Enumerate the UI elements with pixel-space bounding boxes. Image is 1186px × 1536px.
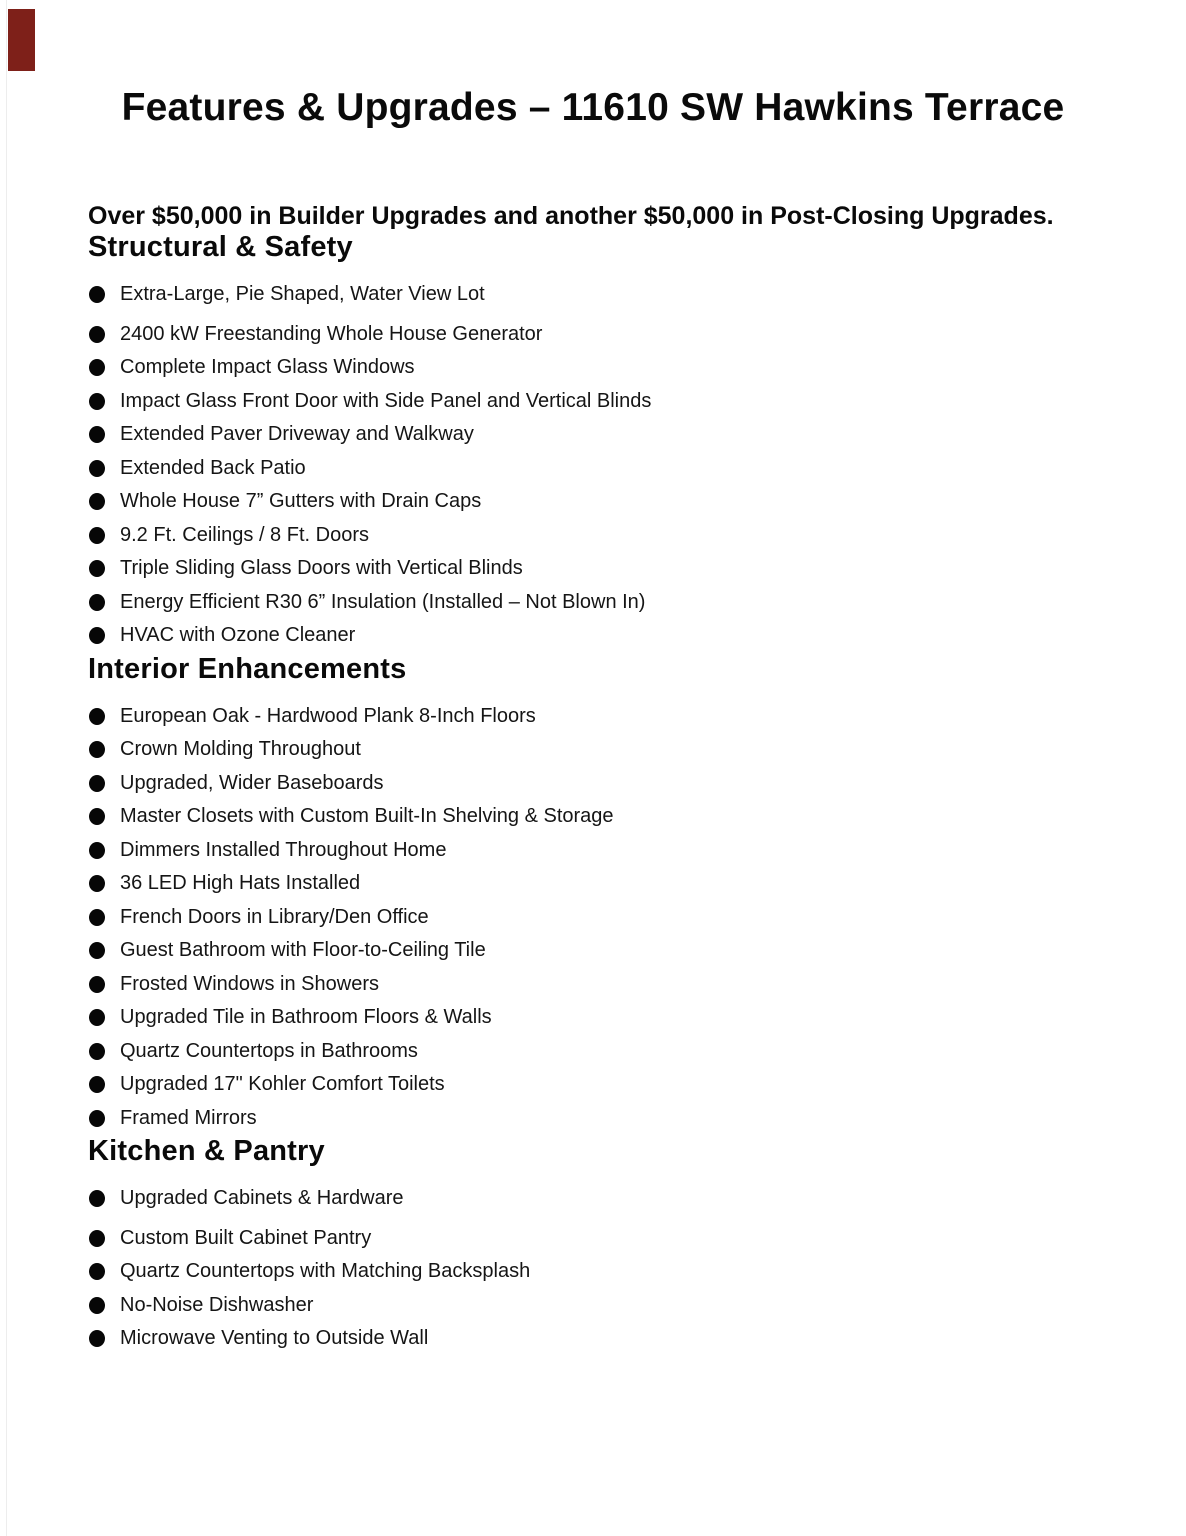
- section: [0, 653, 1186, 1136]
- bullet-circle-icon: [89, 527, 105, 544]
- corner-red-mark: [8, 9, 35, 71]
- bullet-circle-icon: [89, 326, 105, 343]
- bullet-circle-icon: [89, 741, 105, 758]
- list-item: [89, 834, 1186, 868]
- list-item: [89, 700, 1186, 734]
- list-item-text: 36 LED High Hats Installed: [120, 872, 361, 895]
- bullet-circle-icon: [89, 1076, 105, 1093]
- list-item-text: Upgraded Cabinets & Hardware: [120, 1187, 404, 1210]
- bullet-circle-icon: [89, 286, 105, 303]
- list-item-text: Extended Back Patio: [120, 456, 306, 479]
- bullet-circle-icon: [89, 1230, 105, 1247]
- list-item-text: Extended Paver Driveway and Walkway: [120, 423, 474, 446]
- bullet-circle-icon: [89, 708, 105, 725]
- list-item-text: Guest Bathroom with Floor-to-Ceiling Tile: [120, 939, 486, 962]
- section: [0, 231, 1186, 653]
- list-item: [89, 1255, 1186, 1289]
- list-item: [89, 1222, 1186, 1256]
- list-item: [89, 619, 1186, 653]
- list-item-text: French Doors in Library/Den Office: [120, 905, 429, 928]
- bullet-circle-icon: [89, 808, 105, 825]
- section-heading: Kitchen & Pantry: [88, 1135, 325, 1167]
- bullet-circle-icon: [89, 1190, 105, 1207]
- bullet-circle-icon: [89, 460, 105, 477]
- list-item-text: Triple Sliding Glass Doors with Vertical Blinds: [120, 557, 523, 580]
- list-item: [89, 1289, 1186, 1323]
- list-item-text: Framed Mirrors: [120, 1106, 257, 1129]
- section-heading: Interior Enhancements: [88, 652, 407, 685]
- bullet-circle-icon: [89, 909, 105, 926]
- page-title: Features & Upgrades – 11610 SW Hawkins Terrace: [121, 86, 1065, 129]
- list-item-text: Upgraded 17" Kohler Comfort Toilets: [120, 1073, 445, 1096]
- list-item: [89, 452, 1186, 486]
- list-item-text: Dimmers Installed Throughout Home: [120, 838, 447, 861]
- bullet-circle-icon: [89, 775, 105, 792]
- list-item: [89, 867, 1186, 901]
- list-item-text: European Oak - Hardwood Plank 8-Inch Floors: [120, 704, 536, 727]
- list-item: [89, 519, 1186, 553]
- bullet-circle-icon: [89, 426, 105, 443]
- list-item-text: HVAC with Ozone Cleaner: [120, 624, 356, 647]
- list-item-text: Quartz Countertops with Matching Backsplash: [120, 1260, 531, 1283]
- list-item-text: Quartz Countertops in Bathrooms: [120, 1039, 418, 1062]
- list-item: [89, 351, 1186, 385]
- list-item-text: Crown Molding Throughout: [120, 738, 361, 761]
- list-item-text: Microwave Venting to Outside Wall: [120, 1327, 429, 1350]
- bullet-circle-icon: [89, 594, 105, 611]
- list-item-text: Extra-Large, Pie Shaped, Water View Lot: [120, 283, 485, 306]
- list-item-text: Frosted Windows in Showers: [120, 972, 379, 995]
- list-item: [89, 278, 1186, 312]
- list-item: [89, 385, 1186, 419]
- list-item: [89, 1102, 1186, 1136]
- list-item-text: Energy Efficient R30 6” Insulation (Installed – Not Blown In): [120, 590, 646, 613]
- bullet-circle-icon: [89, 842, 105, 859]
- bullet-circle-icon: [89, 1297, 105, 1314]
- list-item: [89, 800, 1186, 834]
- list-item-text: Upgraded, Wider Baseboards: [120, 771, 384, 794]
- list-item: [89, 1001, 1186, 1035]
- bullet-circle-icon: [89, 875, 105, 892]
- list-item: [89, 733, 1186, 767]
- bullet-circle-icon: [89, 942, 105, 959]
- list-item-text: Master Closets with Custom Built-In Shelving & Storage: [120, 805, 614, 828]
- bullet-circle-icon: [89, 359, 105, 376]
- list-item-text: 9.2 Ft. Ceilings / 8 Ft. Doors: [120, 523, 369, 546]
- list-item: [89, 934, 1186, 968]
- sections-container: [0, 231, 1186, 1356]
- bullet-circle-icon: [89, 493, 105, 510]
- list-item: [89, 552, 1186, 586]
- list-item-text: Whole House 7” Gutters with Drain Caps: [120, 490, 482, 513]
- feature-list: [0, 278, 1186, 653]
- list-item: [89, 767, 1186, 801]
- list-item: [89, 418, 1186, 452]
- section-heading: Structural & Safety: [88, 231, 353, 263]
- list-item-text: Upgraded Tile in Bathroom Floors & Walls: [120, 1006, 492, 1029]
- bullet-circle-icon: [89, 1043, 105, 1060]
- bullet-circle-icon: [89, 560, 105, 577]
- list-item: [89, 968, 1186, 1002]
- bullet-circle-icon: [89, 976, 105, 993]
- list-item: [89, 901, 1186, 935]
- list-item: [89, 1068, 1186, 1102]
- list-item: [89, 1182, 1186, 1216]
- feature-list: [0, 1182, 1186, 1356]
- list-item-text: Complete Impact Glass Windows: [120, 356, 415, 379]
- page-subtitle: Over $50,000 in Builder Upgrades and another $50,000 in Post-Closing Upgrades.: [88, 202, 1054, 230]
- list-item-text: 2400 kW Freestanding Whole House Generator: [120, 322, 543, 345]
- list-item-text: Impact Glass Front Door with Side Panel and Vertical Blinds: [120, 389, 652, 412]
- feature-list: [0, 700, 1186, 1136]
- list-item-text: Custom Built Cabinet Pantry: [120, 1226, 372, 1249]
- bullet-circle-icon: [89, 1110, 105, 1127]
- bullet-circle-icon: [89, 1009, 105, 1026]
- list-item: [89, 1035, 1186, 1069]
- bullet-circle-icon: [89, 627, 105, 644]
- list-item: [89, 1322, 1186, 1356]
- bullet-circle-icon: [89, 393, 105, 410]
- list-item: [89, 318, 1186, 352]
- list-item-text: No-Noise Dishwasher: [120, 1293, 314, 1316]
- list-item: [89, 485, 1186, 519]
- list-item: [89, 586, 1186, 620]
- bullet-circle-icon: [89, 1330, 105, 1347]
- page-edge-line: [6, 0, 7, 1536]
- bullet-circle-icon: [89, 1263, 105, 1280]
- section: [0, 1135, 1186, 1356]
